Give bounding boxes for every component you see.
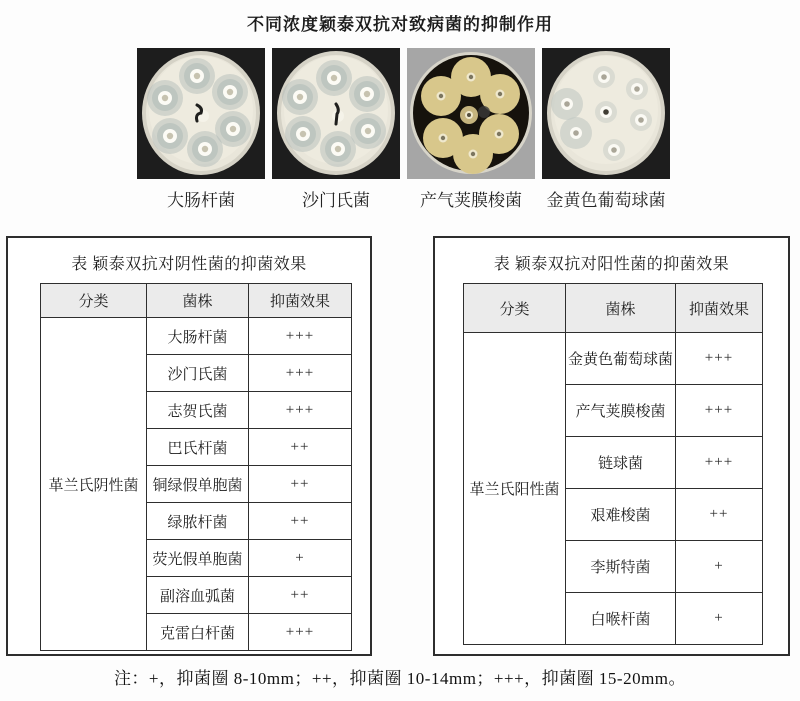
page-title: 不同浓度颖泰双抗对致病菌的抑制作用 — [247, 15, 553, 34]
petri-dish-photo-salmonella — [272, 48, 400, 179]
effect-cell: +++ — [676, 385, 763, 437]
strain-cell: 金黄色葡萄球菌 — [566, 333, 676, 385]
strain-cell: 李斯特菌 — [566, 541, 676, 593]
petri-photo-labels — [137, 186, 670, 211]
petri-photos-row — [137, 48, 670, 179]
table-title: 表 颖泰双抗对阴性菌的抑菌效果 — [71, 256, 307, 273]
strain-cell: 大肠杆菌 — [147, 318, 249, 355]
column-header: 抑菌效果 — [676, 284, 763, 333]
petri-photo-label: 产气荚膜梭菌 — [420, 191, 522, 210]
effects-table — [40, 283, 352, 651]
table-row — [464, 333, 763, 385]
category-cell: 革兰氏阴性菌 — [41, 318, 147, 651]
strain-cell: 产气荚膜梭菌 — [566, 385, 676, 437]
strain-cell: 铜绿假单胞菌 — [147, 466, 249, 503]
strain-cell: 绿脓杆菌 — [147, 503, 249, 540]
strain-cell: 志贺氏菌 — [147, 392, 249, 429]
effect-cell: ++ — [249, 466, 352, 503]
strain-cell: 克雷白杆菌 — [147, 614, 249, 651]
strain-cell: 白喉杆菌 — [566, 593, 676, 645]
effect-cell: + — [249, 540, 352, 577]
column-header: 菌株 — [147, 284, 249, 318]
effect-cell: +++ — [676, 437, 763, 489]
strain-cell: 副溶血弧菌 — [147, 577, 249, 614]
column-header: 抑菌效果 — [249, 284, 352, 318]
footnote: 注：+，抑菌圈 8-10mm；++，抑菌圈 10-14mm；+++，抑菌圈 15-20mm。 — [113, 669, 687, 688]
strain-cell: 艰难梭菌 — [566, 489, 676, 541]
effect-cell: +++ — [249, 318, 352, 355]
table-positive-bacteria — [433, 236, 790, 656]
petri-dish-photo-clostridium-perfringens — [407, 48, 535, 179]
effect-cell: ++ — [676, 489, 763, 541]
effect-cell: ++ — [249, 577, 352, 614]
effect-cell: + — [676, 541, 763, 593]
column-header: 分类 — [464, 284, 566, 333]
effect-cell: +++ — [676, 333, 763, 385]
effect-cell: +++ — [249, 355, 352, 392]
category-cell: 革兰氏阳性菌 — [464, 333, 566, 645]
table-title: 表 颖泰双抗对阳性菌的抑菌效果 — [493, 256, 730, 273]
petri-dish-photo-ecoli — [137, 48, 265, 179]
column-header: 菌株 — [566, 284, 676, 333]
petri-photo-label: 大肠杆菌 — [167, 191, 235, 210]
effect-cell: +++ — [249, 614, 352, 651]
strain-cell: 沙门氏菌 — [147, 355, 249, 392]
petri-photo-label: 金黄色葡萄球菌 — [546, 191, 666, 210]
strain-cell: 链球菌 — [566, 437, 676, 489]
effect-cell: +++ — [249, 392, 352, 429]
effect-cell: ++ — [249, 503, 352, 540]
effect-cell: + — [676, 593, 763, 645]
strain-cell: 巴氏杆菌 — [147, 429, 249, 466]
column-header: 分类 — [41, 284, 147, 318]
effects-table — [463, 283, 763, 645]
table-negative-bacteria — [6, 236, 372, 656]
table-row — [41, 318, 352, 355]
strain-cell: 荧光假单胞菌 — [147, 540, 249, 577]
petri-dish-photo-staph-aureus — [542, 48, 670, 179]
petri-photo-label: 沙门氏菌 — [302, 191, 370, 210]
effect-cell: ++ — [249, 429, 352, 466]
